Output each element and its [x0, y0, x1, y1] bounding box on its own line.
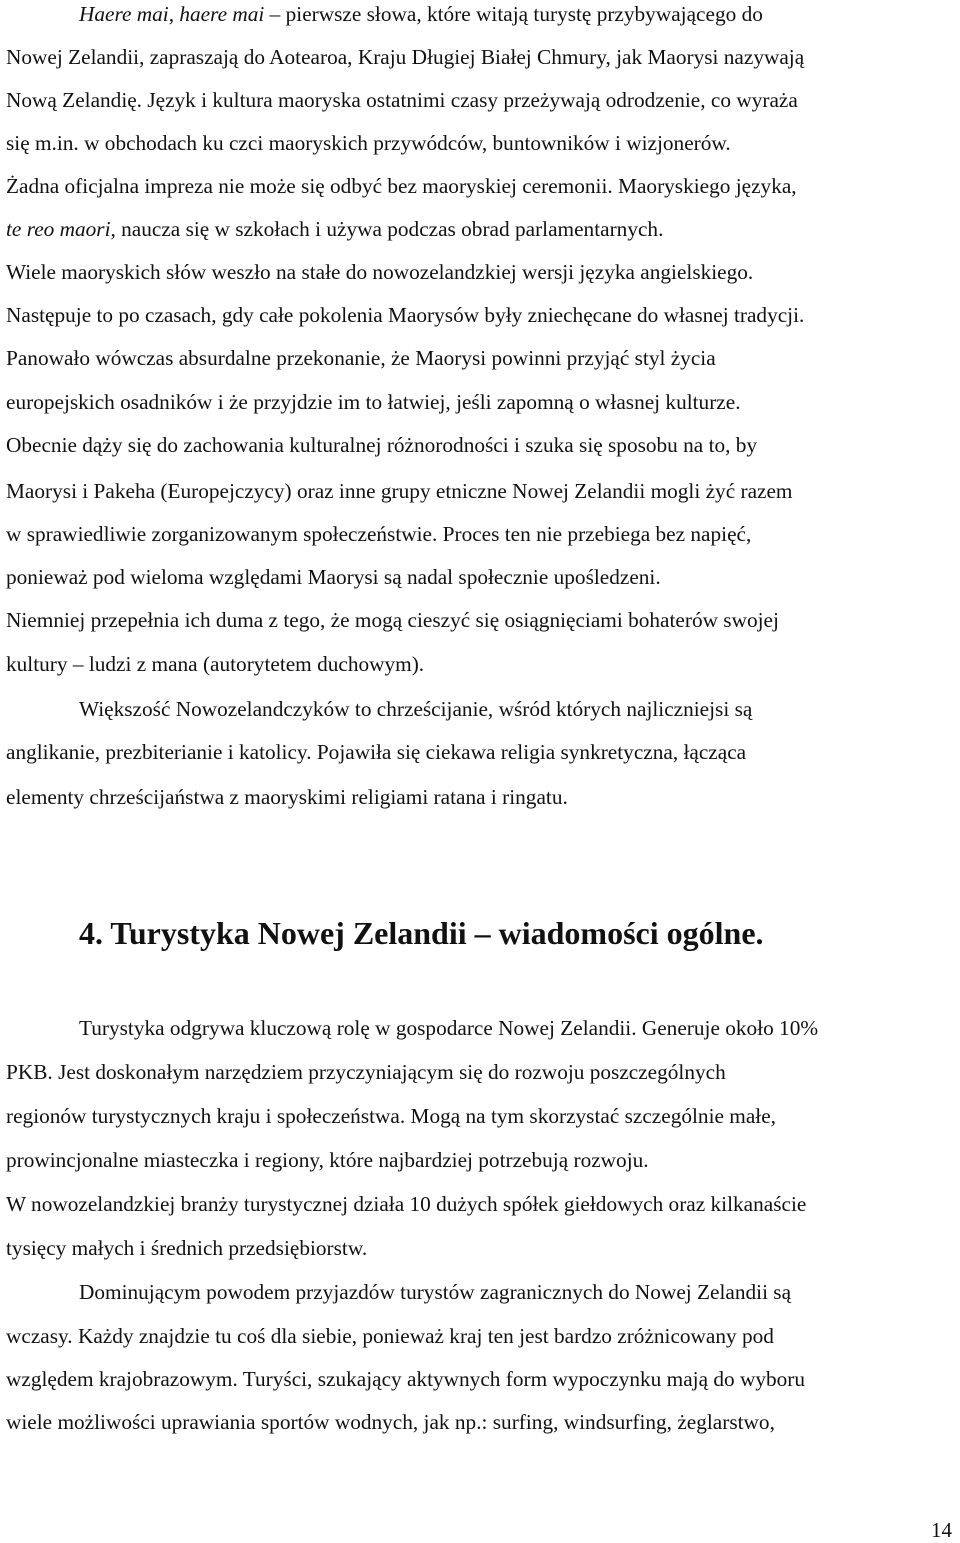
- text-line: ponieważ pod wieloma względami Maorysi są nadal społecznie upośledzeni.: [6, 565, 661, 589]
- text-line: tysięcy małych i średnich przedsiębiorstw.: [6, 1236, 368, 1260]
- section-heading: 4. Turystyka Nowej Zelandii – wiadomości ogólne.: [79, 915, 764, 951]
- text-line: elementy chrześcijaństwa z maoryskimi religiami ratana i ringatu.: [6, 785, 568, 809]
- text-line: Panowało wówczas absurdalne przekonanie, że Maorysi powinni przyjąć styl życia: [6, 346, 716, 370]
- text-line: Niemniej przepełnia ich duma z tego, że mogą cieszyć się osiągnięciami bohaterów swojej: [6, 608, 779, 632]
- text-line: PKB. Jest doskonałym narzędziem przyczyniającym się do rozwoju poszczególnych: [6, 1060, 726, 1084]
- page-number: 14: [931, 1518, 952, 1542]
- text-line: W nowozelandzkiej branży turystycznej działa 10 dużych spółek giełdowych oraz kilkanaście: [6, 1192, 807, 1216]
- text-line: Turystyka odgrywa kluczową rolę w gospodarce Nowej Zelandii. Generuje około 10%: [79, 1016, 819, 1040]
- text-line: Maorysi i Pakeha (Europejczycy) oraz inne grupy etniczne Nowej Zelandii mogli żyć razem: [6, 479, 793, 503]
- text-line: Większość Nowozelandczyków to chrześcijanie, wśród których najliczniejsi są: [79, 697, 753, 721]
- text-line: Haere mai, haere mai – pierwsze słowa, które witają turystę przybywającego do: [79, 2, 763, 26]
- text-line: Obecnie dąży się do zachowania kulturalnej różnorodności i szuka się sposobu na to, by: [6, 433, 758, 457]
- text-line: te reo maori, naucza się w szkołach i używa podczas obrad parlamentarnych.: [6, 217, 664, 241]
- text-line: regionów turystycznych kraju i społeczeństwa. Mogą na tym skorzystać szczególnie małe,: [6, 1104, 776, 1128]
- text-line: Nowej Zelandii, zapraszają do Aotearoa, Kraju Długiej Białej Chmury, jak Maorysi nazywają: [6, 45, 805, 69]
- text-line: względem krajobrazowym. Turyści, szukający aktywnych form wypoczynku mają do wyboru: [6, 1367, 806, 1391]
- text-line: Dominującym powodem przyjazdów turystów zagranicznych do Nowej Zelandii są: [79, 1280, 792, 1304]
- text-line: kultury – ludzi z mana (autorytetem duchowym).: [6, 652, 425, 676]
- text-line: europejskich osadników i że przyjdzie im to łatwiej, jeśli zapomną o własnej kulturze.: [6, 390, 741, 414]
- text-line: się m.in. w obchodach ku czci maoryskich przywódców, buntowników i wizjonerów.: [6, 131, 731, 155]
- text-line: wiele możliwości uprawiania sportów wodnych, jak np.: surfing, windsurfing, żeglarstwo,: [6, 1410, 775, 1434]
- text-line: Następuje to po czasach, gdy całe pokolenia Maorysów były zniechęcane do własnej tradycji.: [6, 303, 805, 327]
- text-line: wczasy. Każdy znajdzie tu coś dla siebie, ponieważ kraj ten jest bardzo zróżnicowany pod: [6, 1324, 774, 1348]
- text-line: prowincjonalne miasteczka i regiony, które najbardziej potrzebują rozwoju.: [6, 1148, 649, 1172]
- text-line: w sprawiedliwie zorganizowanym społeczeństwie. Proces ten nie przebiega bez napięć,: [6, 522, 752, 546]
- text-line: Nową Zelandię. Język i kultura maoryska ostatnimi czasy przeżywają odrodzenie, co wyraża: [6, 88, 798, 112]
- text-line: anglikanie, prezbiterianie i katolicy. Pojawiła się ciekawa religia synkretyczna, łącząca: [6, 740, 747, 764]
- text-line: Żadna oficjalna impreza nie może się odbyć bez maoryskiej ceremonii. Maoryskiego języka,: [6, 174, 797, 198]
- text-line: Wiele maoryskich słów weszło na stałe do nowozelandzkiej wersji języka angielskiego.: [6, 260, 754, 284]
